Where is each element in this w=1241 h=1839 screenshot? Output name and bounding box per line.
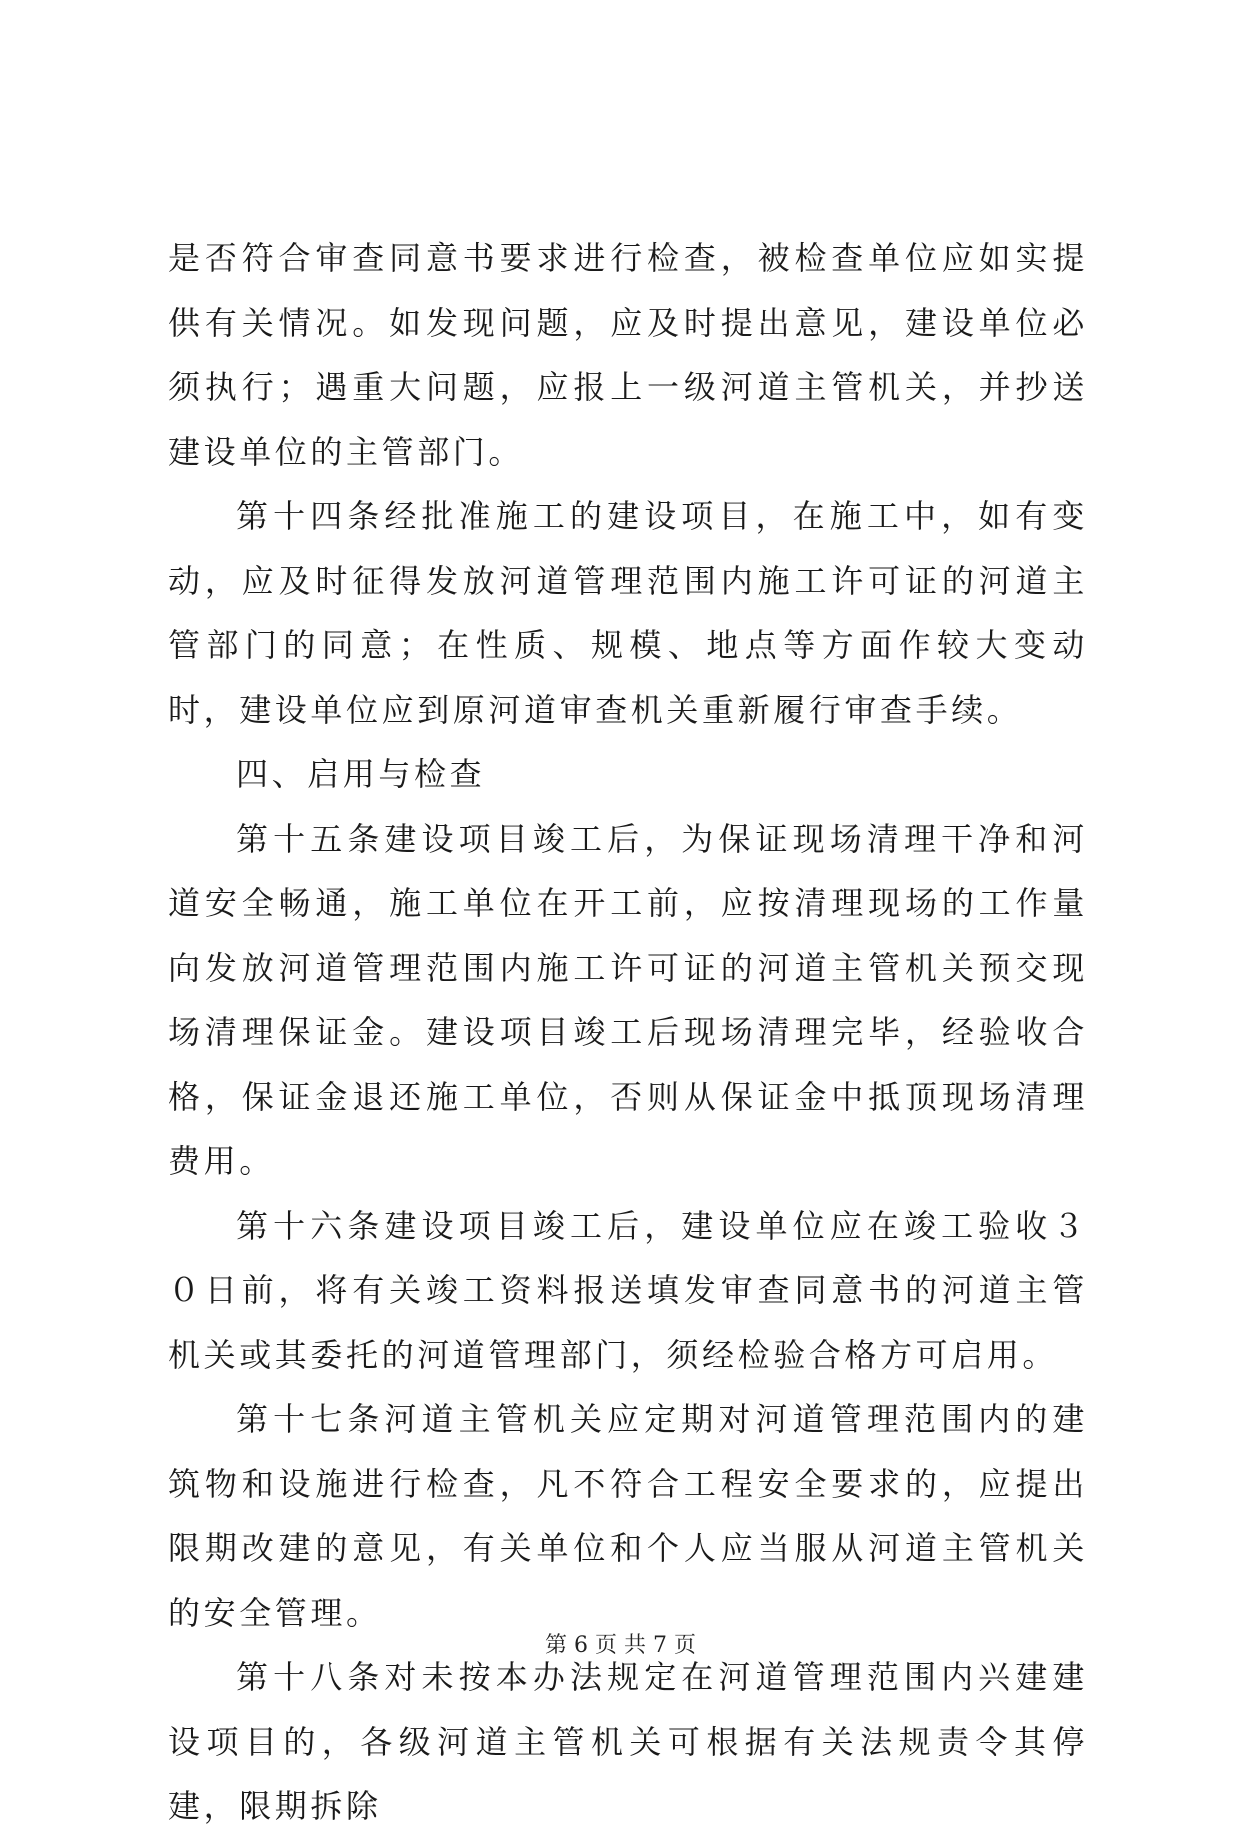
- paragraph-article-14: 第十四条经批准施工的建设项目，在施工中，如有变动，应及时征得发放河道管理范围内施工许可证的河道主管部门的同意；在性质、规模、地点等方面作较大变动时，建设单位应到原河道审查机关重新履行审查手续。: [168, 497, 1088, 729]
- page-number-footer: 第 6 页 共 7 页: [545, 1633, 696, 1658]
- paragraph-article-18: 第十八条对未按本办法规定在河道管理范围内兴建建设项目的，各级河道主管机关可根据有关法规责令其停建，限期拆除: [168, 1658, 1088, 1825]
- section-heading: 四、启用与检查: [236, 755, 486, 793]
- document-body: [168, 226, 1088, 1839]
- paragraph-article-16: 第十六条建设项目竣工后，建设单位应在竣工验收３０日前，将有关竣工资料报送填发审查同意书的河道主管机关或其委托的河道管理部门，须经检验合格方可启用。: [168, 1206, 1088, 1374]
- paragraph-article-15: 第十五条建设项目竣工后，为保证现场清理干净和河道安全畅通，施工单位在开工前，应按清理现场的工作量向发放河道管理范围内施工许可证的河道主管机关预交现场清理保证金。建设项目竣工后现场清理完毕，经验收合格，保证金退还施工单位，否则从保证金中抵顶现场清理费用。: [168, 819, 1088, 1180]
- paragraph-continuation: 是否符合审查同意书要求进行检查，被检查单位应如实提供有关情况。如发现问题，应及时提出意见，建设单位必须执行；遇重大问题，应报上一级河道主管机关，并抄送建设单位的主管部门。: [168, 239, 1088, 471]
- paragraph-article-17: 第十七条河道主管机关应定期对河道管理范围内的建筑物和设施进行检查，凡不符合工程安全要求的，应提出限期改建的意见，有关单位和个人应当服从河道主管机关的安全管理。: [168, 1400, 1088, 1632]
